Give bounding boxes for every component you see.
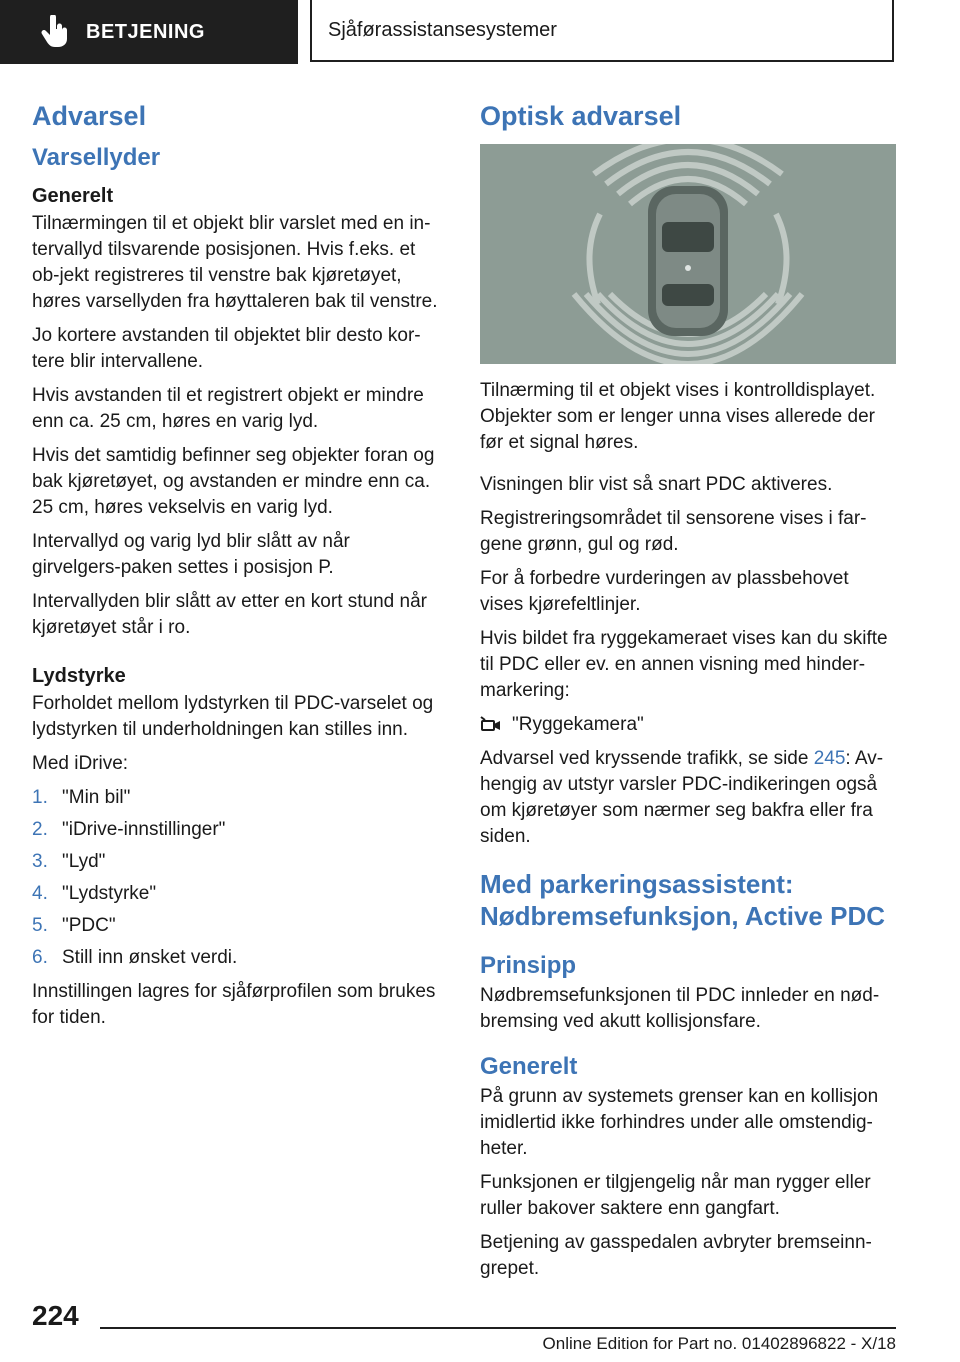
paragraph: Intervallyden blir slått av etter en kort stund når kjøretøyet står i ro. bbox=[32, 591, 427, 639]
heading-parkeringsassistent: Med parkeringsassistent: Nødbremsefunksjon, Active PDC bbox=[480, 869, 886, 932]
paragraph: Visningen blir vist så snart PDC aktiveres. bbox=[480, 474, 833, 496]
pdc-display-illustration bbox=[480, 144, 896, 364]
paragraph: Funksjonen er tilgjengelig når man rygger eller ruller bakover saktere enn gangfart. bbox=[480, 1171, 871, 1219]
paragraph: Med iDrive: bbox=[32, 753, 129, 775]
list-item: 4. "Lydstyrke" bbox=[32, 883, 157, 905]
paragraph: Forholdet mellom lydstyrken til PDC-varselet og lydstyrken til underholdningen kan stilles inn. bbox=[32, 693, 434, 741]
paragraph: For å forbedre vurderingen av plassbehovet vises kjørefeltlinjer. bbox=[480, 568, 849, 616]
paragraph: Jo kortere avstanden til objektet blir desto kor-tere blir intervallene. bbox=[32, 325, 421, 373]
paragraph: Hvis bildet fra ryggekameraet vises kan du skifte til PDC eller ev. en annen visning med hinder-markering: bbox=[480, 628, 888, 702]
list-item: 2. "iDrive-innstillinger" bbox=[32, 819, 226, 841]
pdc-illustration-graphic bbox=[480, 144, 896, 364]
heading-optisk-advarsel: Optisk advarsel bbox=[480, 101, 682, 131]
footer-divider bbox=[100, 1327, 896, 1329]
section-tab bbox=[0, 0, 298, 64]
hand-pointer-icon bbox=[40, 15, 70, 49]
chapter-title-box bbox=[310, 0, 894, 62]
camera-icon bbox=[480, 715, 502, 735]
heading-varsellyder: Varsellyder bbox=[32, 144, 161, 172]
paragraph: Registreringsområdet til sensorene vises i far-gene grønn, gul og rød. bbox=[480, 508, 867, 556]
heading-generelt: Generelt bbox=[480, 1053, 578, 1081]
footer-edition: Online Edition for Part no. 01402896822 - X/18 bbox=[542, 1334, 896, 1353]
right-column bbox=[480, 100, 896, 1290]
paragraph: Tilnærming til et objekt vises i kontrolldisplayet. Objekter som er lenger unna vises allerede der før et signal høres. bbox=[480, 380, 876, 454]
paragraph: Hvis det samtidig befinner seg objekter foran og bak kjøretøyet, og avstanden er mindre enn ca. 25 cm, høres vekselvis en varig lyd. bbox=[32, 445, 435, 519]
steps-list bbox=[32, 785, 442, 971]
list-item: 5. "PDC" bbox=[32, 915, 116, 937]
heading-advarsel: Advarsel bbox=[32, 101, 147, 131]
paragraph: Betjening av gasspedalen avbryter bremseinn-grepet. bbox=[480, 1231, 872, 1279]
paragraph: Intervallyd og varig lyd blir slått av når girvelgers-paken settes i posisjon P. bbox=[32, 531, 350, 579]
paragraph: Nødbremsefunksjonen til PDC innleder en nød-bremsing ved akutt kollisjonsfare. bbox=[480, 985, 880, 1033]
paragraph: Tilnærmingen til et objekt blir varslet med en in-tervallyd tilsvarende posisjonen. Hvis f.eks. et ob-jekt registreres til venstre bak kjøretøyet, høres varsellyden fra høyttaleren bak til venstre. bbox=[32, 213, 438, 313]
rear-camera-label: "Ryggekamera" bbox=[512, 714, 644, 736]
rear-camera-menu-item bbox=[480, 712, 896, 738]
paragraph: På grunn av systemets grenser kan en kollisjon imidlertid ikke forhindres under alle omstendig-heter. bbox=[480, 1085, 879, 1159]
list-item: 3. "Lyd" bbox=[32, 851, 106, 873]
paragraph: Innstillingen lagres for sjåførprofilen som brukes for tiden. bbox=[32, 981, 436, 1029]
heading-lydstyrke: Lydstyrke bbox=[32, 665, 126, 688]
paragraph: Advarsel ved kryssende trafikk, se side 245: Av-hengig av utstyr varsler PDC-indikeringen også om kjøretøyer som nærmer seg bakfra eller fra siden. bbox=[480, 748, 884, 848]
heading-prinsipp: Prinsipp bbox=[480, 952, 577, 980]
list-item: 6. Still inn ønsket verdi. bbox=[32, 947, 238, 969]
section-label: BETJENING bbox=[86, 20, 205, 43]
page-link-245[interactable]: 245 bbox=[813, 748, 846, 770]
list-item: 1. "Min bil" bbox=[32, 787, 131, 809]
page-number: 224 bbox=[32, 1300, 79, 1331]
paragraph: Hvis avstanden til et registrert objekt er mindre enn ca. 25 cm, høres en varig lyd. bbox=[32, 385, 424, 433]
left-column bbox=[32, 100, 442, 1039]
chapter-title: Sjåførassistansesystemer bbox=[328, 18, 557, 41]
heading-generelt: Generelt bbox=[32, 185, 114, 208]
